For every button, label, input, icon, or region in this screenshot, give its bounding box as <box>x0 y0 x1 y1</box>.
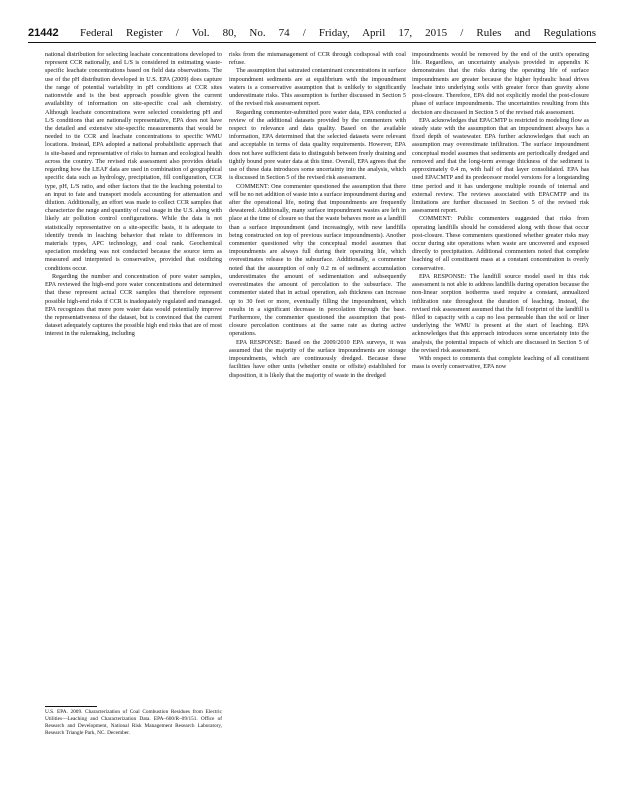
paragraph: The assumption that saturated contaminant concentrations in surface impoundment sediments are at equilibrium with the impoundment waters is a conservative assumption that is unlikely to significantly underestimate risks. This assumption is further discussed in Section 5 of the revised risk assessment report. <box>229 67 406 108</box>
footnote-rule <box>45 706 97 707</box>
text-column-2 <box>229 51 406 786</box>
text-column-1 <box>45 51 222 786</box>
paragraph: COMMENT: One commenter questioned the assumption that there will be no net addition of waste into a surface impoundment during and after the operational life, noting that impoundments are frequently dewatered. Additionally, many surface impoundment wastes are left in place at the time of closure so that the waste behaves more as a landfill than a surface impoundment (and increasingly, with new landfills being constructed on top of previous surface impoundments). Another commenter questioned why the conceptual model assumes that impoundments are always full during their operating life, which overestimates release to the subsurface. Additionally, a commenter noted that the assumption of only 0.2 m of sediment accumulation underestimates the amount of sedimentation and subsequently overestimates the amount of percolation to the subsurface. The commenter stated that in actual operation, ash thickness can increase up to 30 feet or more, eventually filling the impoundment, which results in a significant decrease in percolation through the base. Furthermore, the commenter questioned the assumption that post-closure percolation continues at the same rate as during active operations. <box>229 182 406 338</box>
paragraph: EPA RESPONSE: Based on the 2009/2010 EPA surveys, it was assumed that the majority of the surface impoundments are storage impoundments, which are continuously dredged. Because these facilities have other units (whether onsite or offsite) established for disposition, it is likely that the majority of waste in the dredged <box>229 338 406 379</box>
paragraph: COMMENT: Public commenters suggested that risks from operating landfills should be considered along with those that occur post-closure. These commenters questioned whether greater risks may occur during site operations when waste are uncovered and exposed directly to precipitation. Additional commenters noted that complete leaching of all constituent mass at a constant concentration is overly conservative. <box>412 215 589 272</box>
paragraph: impoundments would be removed by the end of the unit's operating life. Regardless, an uncertainty analysis provided in appendix K demonstrates that the risks during the operating life of surface impoundments are greater because the higher hydraulic head drives leachate into underlying soils with greater force than gravity alone post-closure. Therefore, EPA did not explicitly model the post-closure phase of surface impoundments. The uncertainties resulting from this decision are discussed in Section 5 of the revised risk assessment. <box>412 51 589 116</box>
paragraph: risks from the mismanagement of CCR through codisposal with coal refuse. <box>229 51 406 67</box>
page-number: 21442 <box>28 27 59 39</box>
paragraph: Regarding commenter-submitted pore water data, EPA conducted a review of the additional datasets provided by the commenters with respect to relevance and data quality. Based on the available information, EPA determined that the selected datasets were relevant and acceptable in terms of data quality requirements. However, EPA does not have sufficient data to distinguish between freely draining and tightly bound pore water data at this time. Overall, EPA agrees that the use of these data introduces some uncertainty into the analysis, which is discussed in Section 5 of the revised risk assessment. <box>229 108 406 182</box>
paragraph: EPA RESPONSE: The landfill source model used in this risk assessment is not able to address landfills during operation because the non-linear sorption isotherms used require a constant, annualized infiltration rate throughout the duration of leaching. Instead, the revised risk assessment assumed that the full footprint of the landfill is filled to capacity with a cap no less permeable than the soil or liner underlying the WMU is present at the start of leaching. EPA acknowledges that this approach introduces some uncertainty into the analysis, the potential impacts of which are discussed in Section 5 of the revised risk assessment. <box>412 272 589 354</box>
paragraph: EPA acknowledges that EPACMTP is restricted to modeling flow as steady state with the assumption that an impoundment always has a fixed depth of wastewater. EPA further acknowledges that such an assumption may overestimate infiltration. The surface impoundment conceptual model assumes that sediments are periodically dredged and removed and that the long-term average thickness of the sediment is approximately 0.4 m, with half of that layer consolidated. EPA has used EPACMTP and its predecessor model versions for a longstanding time period and it has undergone multiple rounds of internal and external review. The reviews associated with EPACMTP and its limitations are further discussed in Section 5 of the revised risk assessment report. <box>412 116 589 215</box>
footnote: U.S. EPA. 2009. Characterization of Coal Combustion Residues from Electric Utilities—Leaching and Characterization Data. EPA–600/R–09/151. Office of Research and Development, National Risk Management Research Laboratory, Research Triangle Park, NC. December. <box>45 709 222 737</box>
text-column-3 <box>412 51 589 786</box>
paragraph: With respect to comments that complete leaching of all constituent mass is overly conservative, EPA now <box>412 355 589 371</box>
paragraph: Regarding the number and concentration of pore water samples, EPA reviewed the high-end pore water concentrations and determined that these represent actual CCR samples that therefore represent possible high-end risks if CCR is inadequately regulated and managed. EPA recognizes that more pore water data would potentially improve the representativeness of the dataset, but is convinced that the current dataset adequately captures the possible high end risks that are of most interest in the rulemaking, including <box>45 272 222 338</box>
paragraph: national distribution for selecting leachate concentrations developed to represent CCR nationally, and L/S is considered in estimating waste-specific leachate concentrations based on field data observations. The use of the pH distribution developed in U.S. EPA (2009) does capture the range of potential variability in pH conditions at CCR sites nationwide and is the best approach possible given the current availability of information on site-specific coal ash chemistry. Although leachate concentrations were selected considering pH and L/S conditions that are nationally representative, EPA does not have the detailed and extensive site-specific measurements that would be needed to tie CCR and leachate concentrations to specific WMU locations. Instead, EPA adopted a national probabilistic approach that is site-based and representative of risks to human and ecological health across the country. The revised risk assessment also provides details regarding how the LEAF data are used in combination of geographical specific data such as hydrology, precipitation, fill configuration, CCR type, pH, L/S ratio, and other factors that tie the leaching potential to an input to fate and transport models accounting for attenuation and dilution. Additionally, an effort was made to collect CCR samples that characterize the range and quantity of coal usage in the U.S. along with likely air pollution control configurations. While the data is not statistically representative on a site-specific basis, it is adequate to identify trends in leaching behavior that relate to differences in materials types, APC technology, and coal rank. Geochemical speciation modeling was not conducted because the source term as measured and interpreted is conservative, provided that oxidizing conditions occur. <box>45 51 222 272</box>
page-header <box>28 26 596 43</box>
running-head: Federal Register / Vol. 80, No. 74 / Friday, April 17, 2015 / Rules and Regulations <box>80 27 596 39</box>
